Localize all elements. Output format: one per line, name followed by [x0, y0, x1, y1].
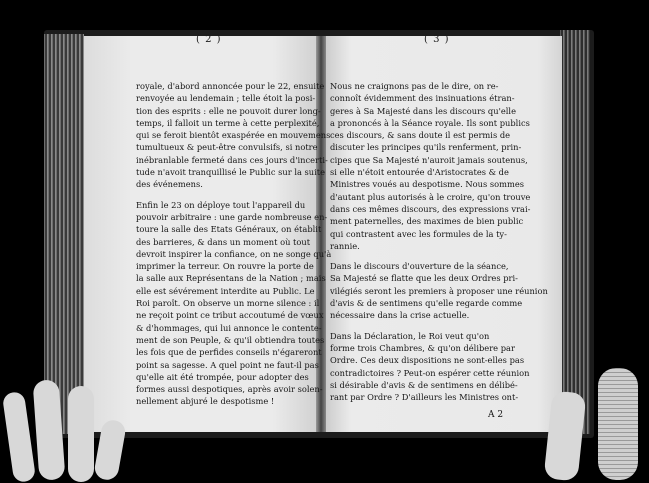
right-page-text: [330, 80, 548, 403]
text-line: Nous ne craignons pas de le dire, on re-: [330, 81, 499, 91]
text-line: Dans le discours d'ouverture de la séance,: [330, 261, 509, 272]
text-line: Ministres voués au despotisme. Nous sommes: [330, 179, 525, 190]
text-line: geres à Sa Majesté dans les discours qu'elle: [330, 105, 516, 116]
text-line: d'avis & de sentimens qu'elle regarde comme: [330, 298, 523, 309]
text-line: formes aussi despotiques, après avoir solen-: [136, 384, 323, 395]
text-line: ne reçoit point ce tribut accoutumé de vœux: [136, 310, 324, 321]
text-line: dans ces mêmes discours, des expressions vrai-: [330, 203, 531, 214]
text-line: ces discours, & sans doute il est permis de: [330, 130, 511, 141]
text-line: toure la salle des Etats Généraux, on établit: [136, 224, 322, 235]
text-line: tude n'avoit tranquillisé le Public sur la suite: [136, 167, 326, 178]
text-line: ment de son Peuple, & qu'il obtiendra toutes: [136, 334, 325, 345]
text-line: discuter les principes qu'ils renferment, prin-: [330, 142, 522, 153]
text-line: qui se feroit bientôt exaspérée en mouvemens: [136, 130, 331, 141]
text-line: elle est sévérement interdite au Public. Le: [136, 285, 315, 296]
text-line: vilégiés seront les premiers à proposer une réunion: [330, 285, 548, 296]
text-line: nécessaire dans la crise actuelle.: [330, 310, 470, 321]
text-line: Ordre. Ces deux dispositions ne sont-elles pas: [330, 355, 525, 366]
text-line: d'autant plus autorisés à le croire, qu'on trouve: [330, 191, 531, 202]
text-line: [136, 191, 331, 199]
text-line: rant par Ordre ? D'ailleurs les Ministres ont-: [330, 392, 519, 403]
text-line: devroit inspirer la confiance, on ne songe qu'à: [136, 248, 332, 259]
text-line: [330, 252, 548, 260]
text-line: a prononcés à la Séance royale. Ils sont publics: [330, 117, 530, 128]
text-line: royale, d'abord annoncée pour le 22, ensuite: [136, 81, 325, 91]
text-line: la salle aux Représentans de la Nation ; mais: [136, 273, 326, 284]
text-line: pouvoir arbitraire : une garde nombreuse en-: [136, 211, 328, 222]
text-line: connoît évidemment des insinuations étran-: [330, 93, 515, 104]
glove-finger-right: [598, 368, 638, 480]
text-line: rannie.: [330, 240, 360, 251]
text-line: Dans la Déclaration, le Roi veut qu'on: [330, 330, 490, 341]
text-line: & d'hommages, qui lui annonce le contente-: [136, 322, 322, 333]
text-line: qui contrastent avec les formules de la ty-: [330, 228, 507, 239]
text-line: Roi paroît. On observe un morne silence : il: [136, 298, 320, 309]
page-edges-left: [44, 34, 84, 434]
text-line: des barrieres, & dans un moment où tout: [136, 236, 311, 247]
text-line: tumultueux & peut-être convulsifs, si notre: [136, 142, 318, 153]
left-page-number: ( 2 ): [196, 34, 222, 45]
text-line: point sa sagesse. A quel point ne faut-il pas: [136, 359, 319, 370]
right-page-number: ( 3 ): [424, 34, 450, 45]
text-line: tion des esprits : elle ne pouvoit durer long-: [136, 105, 321, 116]
text-line: ment paternelles, des maximes de bien public: [330, 216, 524, 227]
text-line: cipes que Sa Majesté n'auroit jamais soutenus,: [330, 154, 528, 165]
text-line: contradictoires ? Peut-on espérer cette réunion: [330, 367, 530, 378]
text-line: qu'elle ait été trompée, pour adopter des: [136, 371, 309, 382]
glove-finger-left-3: [68, 386, 94, 482]
glove-finger-left-1: [2, 391, 36, 483]
text-line: [330, 322, 548, 330]
text-line: si désirable d'avis & de sentimens en délibé-: [330, 379, 518, 390]
page-edges-right: [560, 30, 590, 434]
text-line: inébranlable fermeté dans ces jours d'incerti-: [136, 154, 328, 165]
text-line: des événemens.: [136, 179, 203, 190]
text-line: Enfin le 23 on déploye tout l'appareil du: [136, 199, 306, 210]
text-line: temps, il falloit un terme à cette perplexité,: [136, 117, 320, 128]
catchword: A 2: [488, 410, 504, 420]
text-line: les fois que de perfides conseils n'égareront: [136, 347, 322, 358]
text-line: imprimer la terreur. On rouvre la porte de: [136, 261, 314, 272]
text-line: forme trois Chambres, & qu'on délibere par: [330, 342, 515, 353]
text-line: si elle n'étoit entourée d'Aristocrates & de: [330, 167, 509, 178]
text-line: nellement abjuré le despotisme !: [136, 396, 275, 407]
left-page-text: [136, 80, 331, 408]
text-line: renvoyée au lendemain ; telle étoit la posi-: [136, 93, 316, 104]
text-line: Sa Majesté se flatte que les deux Ordres pri-: [330, 273, 518, 284]
